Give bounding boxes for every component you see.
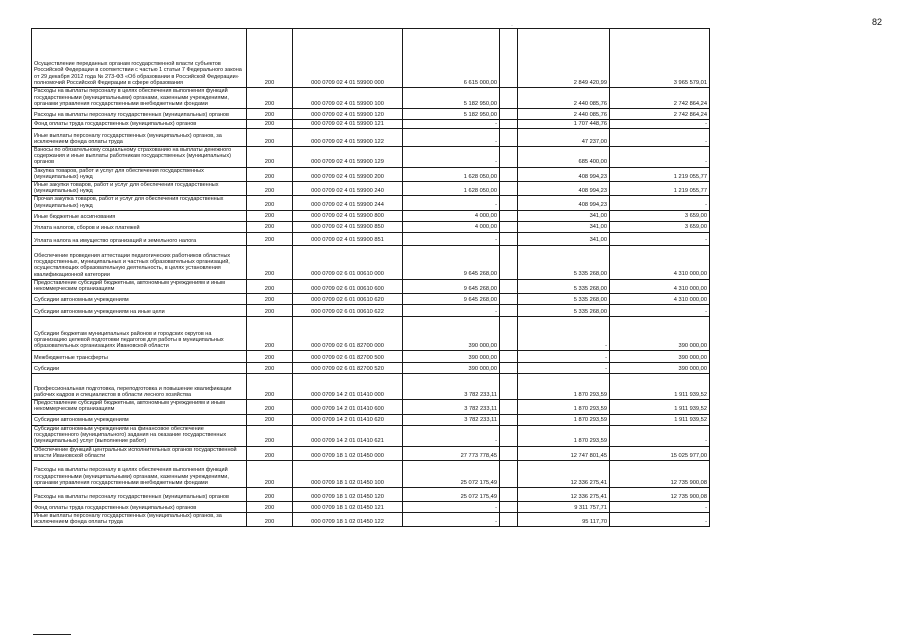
table-row bbox=[32, 29, 710, 88]
row-executed-amount: 341,00 bbox=[518, 210, 610, 221]
row-remaining-amount: 1 219 055,77 bbox=[610, 167, 710, 181]
table-row bbox=[32, 488, 710, 502]
row-executed-amount: 685 400,00 bbox=[518, 147, 610, 168]
row-name: Фонд оплаты труда государственных (муниципальных) органов bbox=[32, 502, 247, 513]
table-row bbox=[32, 147, 710, 168]
row-name: Субсидии автономным учреждениям на иные цели bbox=[32, 305, 247, 317]
row-budget-classification-code: 000 0709 02 4 01 59900 850 bbox=[293, 221, 403, 232]
row-approved-amount: - bbox=[403, 196, 500, 210]
row-executed-amount: 95 117,70 bbox=[518, 513, 610, 527]
row-approved-amount: 5 182 950,00 bbox=[403, 109, 500, 120]
row-executed-amount: 12 747 801,45 bbox=[518, 446, 610, 460]
row-executed-amount: 2 440 085,76 bbox=[518, 88, 610, 109]
row-name: Расходы на выплаты персоналу государственных (муниципальных) органов bbox=[32, 488, 247, 502]
row-budget-classification-code: 000 0709 18 1 02 01450 120 bbox=[293, 488, 403, 502]
row-spacer-cell bbox=[500, 245, 518, 279]
table-row bbox=[32, 109, 710, 120]
row-budget-classification-code: 000 0709 14 2 01 01410 600 bbox=[293, 400, 403, 414]
row-remaining-amount: 2 742 864,24 bbox=[610, 88, 710, 109]
page-corner-mark bbox=[33, 634, 71, 635]
row-executed-amount: 9 311 757,71 bbox=[518, 502, 610, 513]
row-remaining-amount: 390 000,00 bbox=[610, 317, 710, 351]
row-name: Расходы на выплаты персоналу в целях обеспечения выполнения функций государственными (муниципальными) органами, казенными учреждениями, органами управления государственными внебюджетными фондами bbox=[32, 88, 247, 109]
row-budget-classification-code: 000 0709 02 4 01 59900 200 bbox=[293, 167, 403, 181]
row-code: 200 bbox=[247, 245, 293, 279]
row-spacer-cell bbox=[500, 221, 518, 232]
row-spacer-cell bbox=[500, 446, 518, 460]
row-approved-amount: 3 782 233,11 bbox=[403, 400, 500, 414]
row-remaining-amount: 1 911 939,52 bbox=[610, 414, 710, 425]
row-name: Субсидии бюджетам муниципальных районов и городских округов на организацию целевой подготовки педагогов для работы в муниципальных образовательных организациях Ивановской области bbox=[32, 317, 247, 351]
row-budget-classification-code: 000 0709 02 4 01 59900 244 bbox=[293, 196, 403, 210]
row-spacer-cell bbox=[500, 502, 518, 513]
row-spacer-cell bbox=[500, 29, 518, 88]
row-approved-amount: 390 000,00 bbox=[403, 317, 500, 351]
row-executed-amount: 408 994,23 bbox=[518, 182, 610, 196]
row-executed-amount: 1 870 293,59 bbox=[518, 425, 610, 446]
row-code: 200 bbox=[247, 232, 293, 245]
table-row bbox=[32, 414, 710, 425]
row-code: 200 bbox=[247, 502, 293, 513]
row-remaining-amount: - bbox=[610, 425, 710, 446]
row-executed-amount: 2 849 420,99 bbox=[518, 29, 610, 88]
row-spacer-cell bbox=[500, 232, 518, 245]
table-body bbox=[32, 29, 710, 527]
budget-execution-table bbox=[31, 28, 710, 527]
row-budget-classification-code: 000 0709 02 6 01 82700 000 bbox=[293, 317, 403, 351]
page-number: 82 bbox=[872, 17, 883, 27]
row-approved-amount: - bbox=[403, 232, 500, 245]
row-approved-amount: - bbox=[403, 425, 500, 446]
row-name: Расходы на выплаты персоналу государственных (муниципальных) органов bbox=[32, 109, 247, 120]
row-executed-amount: 341,00 bbox=[518, 221, 610, 232]
row-approved-amount: 1 628 050,00 bbox=[403, 167, 500, 181]
row-executed-amount: 5 335 268,00 bbox=[518, 279, 610, 293]
row-spacer-cell bbox=[500, 425, 518, 446]
row-approved-amount: 4 000,00 bbox=[403, 210, 500, 221]
table-row bbox=[32, 374, 710, 400]
row-budget-classification-code: 000 0709 02 4 01 59900 000 bbox=[293, 29, 403, 88]
row-spacer-cell bbox=[500, 488, 518, 502]
row-code: 200 bbox=[247, 210, 293, 221]
row-code: 200 bbox=[247, 29, 293, 88]
row-code: 200 bbox=[247, 167, 293, 181]
row-budget-classification-code: 000 0709 02 6 01 00610 622 bbox=[293, 305, 403, 317]
row-approved-amount: - bbox=[403, 147, 500, 168]
row-spacer-cell bbox=[500, 196, 518, 210]
row-approved-amount: 9 645 268,00 bbox=[403, 245, 500, 279]
row-remaining-amount: 390 000,00 bbox=[610, 351, 710, 363]
row-budget-classification-code: 000 0709 14 2 01 01410 620 bbox=[293, 414, 403, 425]
row-code: 200 bbox=[247, 196, 293, 210]
row-remaining-amount: - bbox=[610, 196, 710, 210]
table-row bbox=[32, 400, 710, 414]
row-approved-amount: 25 072 175,49 bbox=[403, 488, 500, 502]
row-executed-amount: 1 870 293,59 bbox=[518, 374, 610, 400]
row-spacer-cell bbox=[500, 414, 518, 425]
row-spacer-cell bbox=[500, 167, 518, 181]
row-budget-classification-code: 000 0709 14 2 01 01410 000 bbox=[293, 374, 403, 400]
row-spacer-cell bbox=[500, 305, 518, 317]
row-code: 200 bbox=[247, 120, 293, 129]
row-budget-classification-code: 000 0709 02 4 01 59900 800 bbox=[293, 210, 403, 221]
row-approved-amount: 1 628 050,00 bbox=[403, 182, 500, 196]
row-remaining-amount: 1 911 939,52 bbox=[610, 374, 710, 400]
row-name: Субсидии bbox=[32, 363, 247, 374]
row-code: 200 bbox=[247, 461, 293, 488]
table-row bbox=[32, 196, 710, 210]
row-approved-amount: 27 773 778,45 bbox=[403, 446, 500, 460]
row-remaining-amount: - bbox=[610, 502, 710, 513]
row-name: Субсидии автономным учреждениям bbox=[32, 294, 247, 305]
row-executed-amount: 47 237,00 bbox=[518, 129, 610, 147]
row-spacer-cell bbox=[500, 363, 518, 374]
row-executed-amount: 5 335 268,00 bbox=[518, 294, 610, 305]
row-code: 200 bbox=[247, 513, 293, 527]
row-remaining-amount: - bbox=[610, 129, 710, 147]
table-row bbox=[32, 305, 710, 317]
row-name: Иные бюджетные ассигнования bbox=[32, 210, 247, 221]
row-code: 200 bbox=[247, 374, 293, 400]
row-spacer-cell bbox=[500, 351, 518, 363]
row-code: 200 bbox=[247, 446, 293, 460]
row-budget-classification-code: 000 0709 18 1 02 01450 121 bbox=[293, 502, 403, 513]
row-spacer-cell bbox=[500, 279, 518, 293]
row-executed-amount: 341,00 bbox=[518, 232, 610, 245]
row-code: 200 bbox=[247, 488, 293, 502]
row-spacer-cell bbox=[500, 294, 518, 305]
row-budget-classification-code: 000 0709 02 6 01 82700 500 bbox=[293, 351, 403, 363]
row-name: Предоставление субсидий бюджетным, автономным учреждениям и иным некоммерческим организациям bbox=[32, 400, 247, 414]
row-code: 200 bbox=[247, 351, 293, 363]
row-approved-amount: - bbox=[403, 305, 500, 317]
row-budget-classification-code: 000 0709 18 1 02 01450 000 bbox=[293, 446, 403, 460]
row-budget-classification-code: 000 0709 02 6 01 82700 520 bbox=[293, 363, 403, 374]
row-remaining-amount: 4 310 000,00 bbox=[610, 279, 710, 293]
table-row bbox=[32, 425, 710, 446]
table-row bbox=[32, 513, 710, 527]
row-remaining-amount: 1 911 939,52 bbox=[610, 400, 710, 414]
row-remaining-amount: 4 310 000,00 bbox=[610, 245, 710, 279]
table-row bbox=[32, 245, 710, 279]
row-spacer-cell bbox=[500, 88, 518, 109]
row-name: Обеспечение проведения аттестации педагогических работников областных государственных, муниципальных и частных образовательных организаций, осуществляющих образовательную деятельность, в целях установления квалификационной категории bbox=[32, 245, 247, 279]
row-remaining-amount: 1 219 055,77 bbox=[610, 182, 710, 196]
row-budget-classification-code: 000 0709 02 6 01 00610 620 bbox=[293, 294, 403, 305]
row-budget-classification-code: 000 0709 02 4 01 59900 122 bbox=[293, 129, 403, 147]
row-remaining-amount: 3 659,00 bbox=[610, 221, 710, 232]
row-remaining-amount: 15 025 977,00 bbox=[610, 446, 710, 460]
row-code: 200 bbox=[247, 279, 293, 293]
row-budget-classification-code: 000 0709 02 4 01 59900 240 bbox=[293, 182, 403, 196]
row-code: 200 bbox=[247, 147, 293, 168]
row-executed-amount: 12 336 275,41 bbox=[518, 488, 610, 502]
table-row bbox=[32, 129, 710, 147]
row-code: 200 bbox=[247, 400, 293, 414]
row-budget-classification-code: 000 0709 02 4 01 59900 120 bbox=[293, 109, 403, 120]
table-row bbox=[32, 279, 710, 293]
row-name: Профессиональная подготовка, переподготовка и повышение квалификации рабочих кадров и специалистов в области лесного хозяйства bbox=[32, 374, 247, 400]
row-approved-amount: 3 782 233,11 bbox=[403, 374, 500, 400]
table-row bbox=[32, 167, 710, 181]
row-remaining-amount: - bbox=[610, 147, 710, 168]
row-code: 200 bbox=[247, 425, 293, 446]
row-budget-classification-code: 000 0709 02 4 01 59900 121 bbox=[293, 120, 403, 129]
row-spacer-cell bbox=[500, 210, 518, 221]
table-row bbox=[32, 210, 710, 221]
row-executed-amount: 12 336 275,41 bbox=[518, 461, 610, 488]
row-name: Расходы на выплаты персоналу в целях обеспечения выполнения функций государственными (муниципальными) органами, казенными учреждениями, органами управления государственными внебюджетными фондами bbox=[32, 461, 247, 488]
table-row bbox=[32, 461, 710, 488]
row-code: 200 bbox=[247, 317, 293, 351]
row-executed-amount: 1 707 448,76 bbox=[518, 120, 610, 129]
row-executed-amount: 1 870 293,59 bbox=[518, 400, 610, 414]
row-name: Субсидии автономным учреждениям на финансовое обеспечение государственного (муниципального) задания на оказание государственных (муниципальных) услуг (выполнение работ) bbox=[32, 425, 247, 446]
row-spacer-cell bbox=[500, 109, 518, 120]
row-code: 200 bbox=[247, 221, 293, 232]
row-spacer-cell bbox=[500, 374, 518, 400]
row-code: 200 bbox=[247, 414, 293, 425]
row-name: Осуществление переданных органам государственной власти субъектов Российской Федерации в соответствии с частью 1 статьи 7 Федерального закона от 29 декабря 2012 года № 273-ФЗ «Об образовании в Российской Федерации» полномочий Российской Федерации в сфере образования bbox=[32, 29, 247, 88]
table-row bbox=[32, 317, 710, 351]
row-executed-amount: - bbox=[518, 317, 610, 351]
row-executed-amount: - bbox=[518, 351, 610, 363]
row-budget-classification-code: 000 0709 02 6 01 00610 600 bbox=[293, 279, 403, 293]
row-spacer-cell bbox=[500, 317, 518, 351]
row-approved-amount: 5 182 950,00 bbox=[403, 88, 500, 109]
row-code: 200 bbox=[247, 88, 293, 109]
row-name: Уплата налога на имущество организаций и земельного налога bbox=[32, 232, 247, 245]
row-name: Межбюджетные трансферты bbox=[32, 351, 247, 363]
row-remaining-amount: - bbox=[610, 513, 710, 527]
table-row bbox=[32, 221, 710, 232]
row-remaining-amount: - bbox=[610, 120, 710, 129]
row-approved-amount: - bbox=[403, 120, 500, 129]
row-code: 200 bbox=[247, 109, 293, 120]
table-row bbox=[32, 351, 710, 363]
row-remaining-amount: 12 735 900,08 bbox=[610, 488, 710, 502]
row-remaining-amount: 12 735 900,08 bbox=[610, 461, 710, 488]
table-row bbox=[32, 232, 710, 245]
row-spacer-cell bbox=[500, 182, 518, 196]
row-executed-amount: - bbox=[518, 363, 610, 374]
scan-speck: · bbox=[511, 23, 513, 29]
row-budget-classification-code: 000 0709 02 4 01 59900 100 bbox=[293, 88, 403, 109]
row-name: Иные закупки товаров, работ и услуг для обеспечения государственных (муниципальных) нужд bbox=[32, 182, 247, 196]
row-approved-amount: 9 645 268,00 bbox=[403, 294, 500, 305]
row-spacer-cell bbox=[500, 129, 518, 147]
row-remaining-amount: 390 000,00 bbox=[610, 363, 710, 374]
row-executed-amount: 2 440 085,76 bbox=[518, 109, 610, 120]
row-spacer-cell bbox=[500, 513, 518, 527]
row-name: Уплата налогов, сборов и иных платежей bbox=[32, 221, 247, 232]
row-code: 200 bbox=[247, 294, 293, 305]
row-name: Прочая закупка товаров, работ и услуг для обеспечения государственных (муниципальных) нужд bbox=[32, 196, 247, 210]
row-budget-classification-code: 000 0709 02 4 01 59900 129 bbox=[293, 147, 403, 168]
row-name: Обеспечение функций центральных исполнительных органов государственной власти Ивановской области bbox=[32, 446, 247, 460]
row-name: Фонд оплаты труда государственных (муниципальных) органов bbox=[32, 120, 247, 129]
row-approved-amount: 3 782 233,11 bbox=[403, 414, 500, 425]
row-code: 200 bbox=[247, 129, 293, 147]
row-budget-classification-code: 000 0709 18 1 02 01450 100 bbox=[293, 461, 403, 488]
row-spacer-cell bbox=[500, 400, 518, 414]
row-remaining-amount: - bbox=[610, 232, 710, 245]
row-remaining-amount: 4 310 000,00 bbox=[610, 294, 710, 305]
row-budget-classification-code: 000 0709 14 2 01 01410 621 bbox=[293, 425, 403, 446]
row-approved-amount: - bbox=[403, 129, 500, 147]
row-name: Предоставление субсидий бюджетным, автономным учреждениям и иным некоммерческим организациям bbox=[32, 279, 247, 293]
row-approved-amount: - bbox=[403, 502, 500, 513]
row-budget-classification-code: 000 0709 02 6 01 00610 000 bbox=[293, 245, 403, 279]
row-executed-amount: 5 335 268,00 bbox=[518, 245, 610, 279]
table-row bbox=[32, 502, 710, 513]
row-code: 200 bbox=[247, 363, 293, 374]
table-row bbox=[32, 294, 710, 305]
row-remaining-amount: - bbox=[610, 305, 710, 317]
row-name: Закупка товаров, работ и услуг для обеспечения государственных (муниципальных) нужд bbox=[32, 167, 247, 181]
row-executed-amount: 5 335 268,00 bbox=[518, 305, 610, 317]
row-approved-amount: 390 000,00 bbox=[403, 351, 500, 363]
row-name: Взносы по обязательному социальному страхованию на выплаты денежного содержания и иные выплаты работникам государственных (муниципальных) органов bbox=[32, 147, 247, 168]
row-approved-amount: - bbox=[403, 513, 500, 527]
row-code: 200 bbox=[247, 182, 293, 196]
row-budget-classification-code: 000 0709 02 4 01 59900 851 bbox=[293, 232, 403, 245]
row-remaining-amount: 2 742 864,24 bbox=[610, 109, 710, 120]
row-name: Иные выплаты персоналу государственных (муниципальных) органов, за исключением фонда оплаты труда bbox=[32, 129, 247, 147]
row-executed-amount: 408 994,23 bbox=[518, 167, 610, 181]
row-budget-classification-code: 000 0709 18 1 02 01450 122 bbox=[293, 513, 403, 527]
row-approved-amount: 25 072 175,49 bbox=[403, 461, 500, 488]
row-approved-amount: 6 615 000,00 bbox=[403, 29, 500, 88]
row-name: Субсидии автономным учреждениям bbox=[32, 414, 247, 425]
table-row bbox=[32, 182, 710, 196]
row-approved-amount: 9 645 268,00 bbox=[403, 279, 500, 293]
row-spacer-cell bbox=[500, 461, 518, 488]
table-row bbox=[32, 446, 710, 460]
row-remaining-amount: 3 965 579,01 bbox=[610, 29, 710, 88]
table-row bbox=[32, 363, 710, 374]
row-code: 200 bbox=[247, 305, 293, 317]
row-executed-amount: 408 994,23 bbox=[518, 196, 610, 210]
row-remaining-amount: 3 659,00 bbox=[610, 210, 710, 221]
row-spacer-cell bbox=[500, 120, 518, 129]
row-approved-amount: 390 000,00 bbox=[403, 363, 500, 374]
table-row bbox=[32, 88, 710, 109]
table-row bbox=[32, 120, 710, 129]
row-name: Иные выплаты персоналу государственных (муниципальных) органов, за исключением фонда оплаты труда bbox=[32, 513, 247, 527]
row-executed-amount: 1 870 293,59 bbox=[518, 414, 610, 425]
row-spacer-cell bbox=[500, 147, 518, 168]
row-approved-amount: 4 000,00 bbox=[403, 221, 500, 232]
